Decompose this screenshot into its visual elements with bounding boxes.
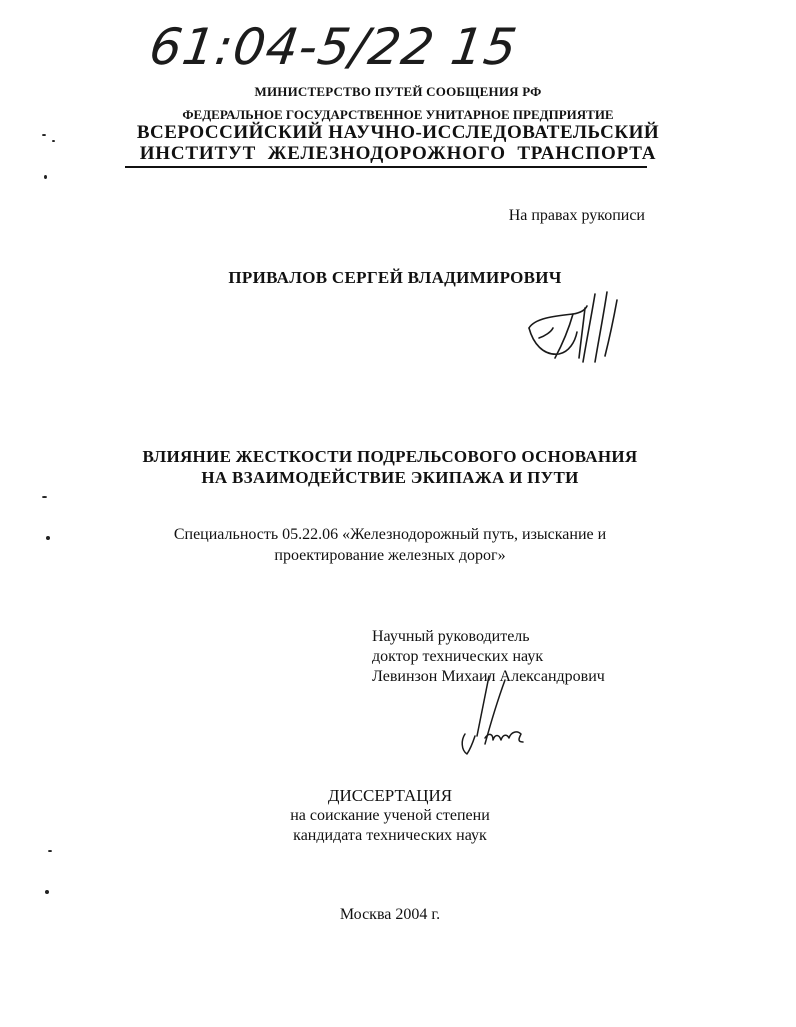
- degree-purpose-line2: кандидата технических наук: [293, 827, 487, 844]
- supervisor-name: Левинзон Михаил Александрович: [372, 668, 605, 685]
- degree-purpose-line1: на соискание ученой степени: [290, 807, 490, 824]
- scan-speck: [45, 890, 49, 894]
- specialty-line2: проектирование железных дорог»: [274, 547, 506, 564]
- supervisor-signature: [455, 672, 535, 760]
- ministry-name: МИНИСТЕРСТВО ПУТЕЙ СООБЩЕНИЯ РФ: [254, 84, 542, 99]
- institute-name-line1: ВСЕРОССИЙСКИЙ НАУЧНО-ИССЛЕДОВАТЕЛЬСКИЙ: [136, 122, 660, 143]
- supervisor-role: Научный руководитель: [372, 628, 530, 645]
- header-divider: [125, 166, 647, 168]
- scan-speck: [44, 175, 47, 179]
- institute-name-line2: ИНСТИТУТ ЖЕЛЕЗНОДОРОЖНОГО ТРАНСПОРТА: [139, 143, 657, 164]
- scan-speck: [48, 850, 52, 852]
- manuscript-rights-note: На правах рукописи: [508, 207, 645, 224]
- scan-speck: [42, 134, 46, 136]
- dissertation-heading: ДИССЕРТАЦИЯ: [327, 786, 453, 805]
- author-signature: [525, 288, 635, 368]
- scan-speck: [42, 496, 47, 498]
- specialty-line1: Специальность 05.22.06 «Железнодорожный путь, изыскание и: [173, 526, 607, 543]
- scan-speck: [46, 536, 50, 540]
- dissertation-title-line2: НА ВЗАИМОДЕЙСТВИЕ ЭКИПАЖА И ПУТИ: [201, 468, 579, 487]
- enterprise-type: ФЕДЕРАЛЬНОЕ ГОСУДАРСТВЕННОЕ УНИТАРНОЕ ПРЕДПРИЯТИЕ: [182, 107, 614, 122]
- supervisor-degree: доктор технических наук: [372, 648, 544, 665]
- archive-number-handwritten: 61:04-5/22 15: [145, 18, 522, 76]
- scan-speck: [52, 140, 55, 142]
- place-and-year: Москва 2004 г.: [339, 906, 441, 923]
- author-name: ПРИВАЛОВ СЕРГЕЙ ВЛАДИМИРОВИЧ: [228, 268, 562, 287]
- dissertation-title-line1: ВЛИЯНИЕ ЖЕСТКОСТИ ПОДРЕЛЬСОВОГО ОСНОВАНИЯ: [142, 447, 638, 466]
